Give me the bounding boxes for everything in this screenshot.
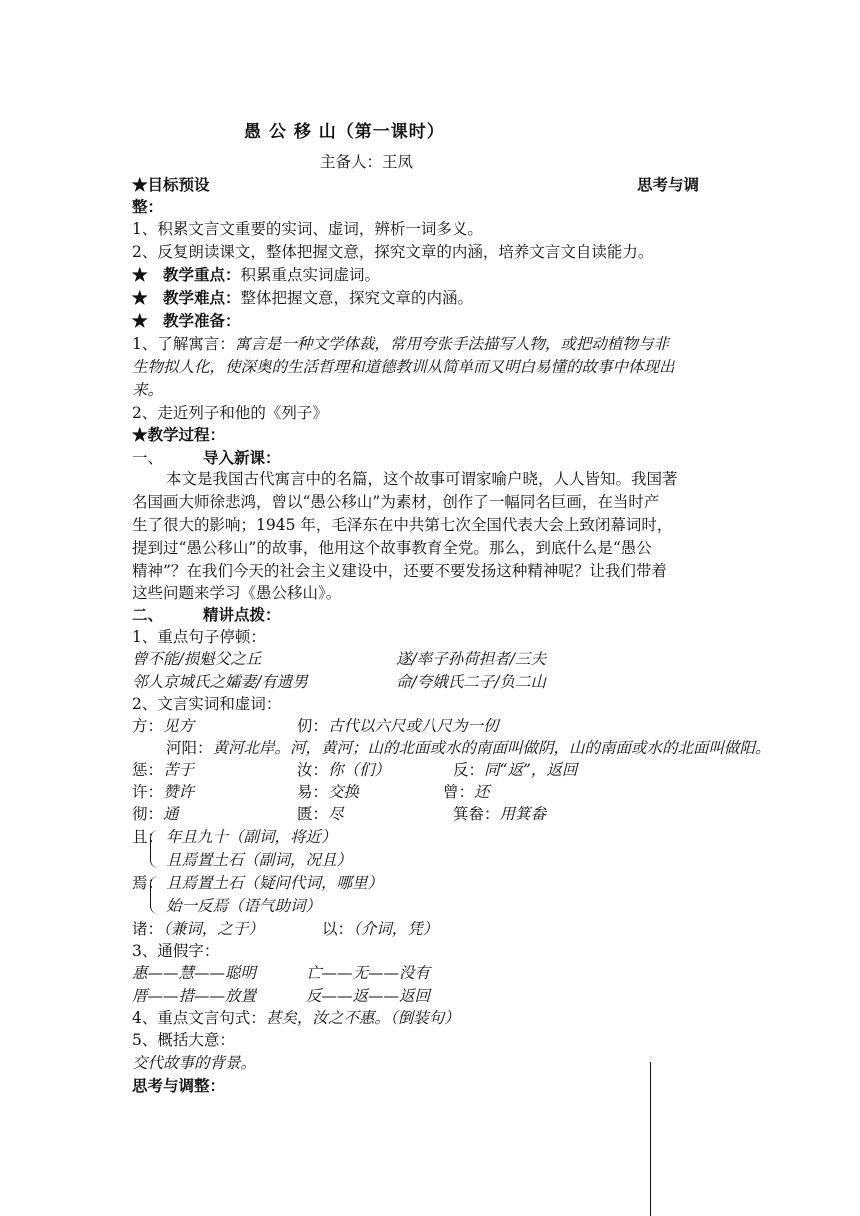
vocab-heading: 2、文言实词和虚词： — [132, 695, 282, 713]
word-meaning: 通 — [163, 805, 179, 823]
reflect-heading: 思考与调整： — [132, 1076, 226, 1095]
word-meaning: （介词，凭） — [353, 920, 439, 938]
word-label: 许： — [132, 783, 164, 801]
word-che — [132, 803, 179, 825]
word-ren — [297, 715, 499, 737]
section-1-heading — [132, 447, 281, 469]
sec2-title: 精讲点拨： — [203, 605, 281, 624]
word-fan — [453, 759, 577, 781]
word-fang — [132, 715, 194, 737]
summary-heading: 5、概括大意： — [132, 1031, 235, 1049]
diff-text: 整体把握文意，探究文章的内涵。 — [240, 289, 474, 307]
margin-divider-line — [650, 1062, 651, 1216]
word-qie-label: 且： — [132, 828, 164, 846]
intro-line-6: 这些问题来学习《愚公移山》。 — [132, 584, 342, 602]
prep1-prefix: 1、了解寓言： — [132, 335, 235, 353]
word-zeng — [443, 781, 490, 803]
intro-line-5: 精神”？在我们今天的社会主义建设中，还要不要发扬这种精神呢？让我们带着 — [132, 562, 667, 580]
word-label: 惩： — [132, 761, 164, 779]
page-title: 愚 公 移 山（第一课时） — [244, 122, 445, 142]
intro-line-1: 本文是我国古代寓言中的名篇，这个故事可谓家喻户晓，人人皆知。我国著 — [166, 470, 678, 488]
brace-qie — [150, 830, 161, 868]
word-meaning: 黄河北岸。河，黄河；山的北面或水的南面叫做阴，山的南面或水的北面叫做阳。 — [212, 739, 771, 757]
side-heading-cont: 整： — [132, 197, 164, 216]
word-kui — [297, 803, 344, 825]
pause-d: 命/夸娥氏二子/负二山 — [396, 673, 546, 691]
pause-c: 邻人京城氏之孀妻/有遗男 — [132, 673, 308, 691]
word-meaning: 古代以六尺或八尺为一仞 — [328, 717, 499, 735]
sentence-pattern-label: 4、重点文言句式： — [132, 1009, 266, 1027]
tongjia-c: 厝——措——放置 — [132, 987, 257, 1005]
key-point — [132, 264, 380, 286]
word-yan-usage-1: 且焉置土石（疑问代词，哪里） — [166, 874, 384, 892]
goal-2: 2、反复朗读课文，整体把握文意，探究文章的内涵，培养文言文自读能力。 — [132, 243, 654, 261]
intro-line-4: 提到过“愚公移山”的故事，他用这个故事教育全党。那么，到底什么是“愚公 — [132, 539, 652, 557]
word-meaning: 还 — [474, 783, 490, 801]
word-ru — [297, 759, 390, 781]
word-meaning: （兼词，之于） — [163, 920, 264, 938]
word-label: 方： — [132, 717, 164, 735]
word-meaning: 见方 — [163, 717, 195, 735]
word-meaning: 你（们） — [328, 761, 391, 779]
tongjia-a: 惠——慧——聪明 — [132, 964, 257, 982]
diff-label: ★ 教学难点： — [132, 288, 241, 307]
tongjia-d: 反——返——返回 — [306, 987, 431, 1005]
side-heading: 思考与调 — [637, 175, 700, 194]
brace-yan — [150, 876, 161, 914]
sentence-pattern-example: 甚矣，汝之不惠。（倒装句） — [265, 1009, 460, 1027]
word-label: 以： — [322, 920, 354, 938]
word-meaning: 同“返”，返回 — [484, 761, 578, 779]
word-qie-usage-1: 年且九十（副词，将近） — [166, 828, 337, 846]
summary-text: 交代故事的背景。 — [132, 1054, 257, 1072]
word-label: 汝： — [297, 761, 329, 779]
word-yi — [297, 781, 359, 803]
prep-2: 2、走近列子和他的《列子》 — [132, 404, 328, 422]
intro-line-3: 生了很大的影响；1945 年，毛泽东在中共第七次全国代表大会上致闭幕词时， — [132, 516, 673, 534]
sec1-num: 一、 — [132, 449, 164, 467]
word-label: 彻： — [132, 805, 164, 823]
sec1-title: 导入新课： — [203, 448, 281, 467]
prep-1 — [132, 333, 669, 355]
pause-a: 曾不能/损魁父之丘 — [132, 650, 262, 668]
section-2-heading — [132, 604, 281, 626]
word-zhu — [132, 918, 264, 940]
key-label: ★ 教学重点： — [132, 265, 241, 284]
word-yan-usage-2: 始一反焉（语气助词） — [166, 897, 322, 915]
word-label: 反： — [453, 761, 485, 779]
word-cheng — [132, 759, 194, 781]
fable-definition-3: 来。 — [132, 381, 164, 399]
difficulty — [132, 287, 473, 309]
word-meaning: 苦于 — [163, 761, 195, 779]
word-label: 诸： — [132, 920, 164, 938]
word-yi2 — [322, 918, 438, 940]
word-xu — [132, 781, 194, 803]
key-text: 积累重点实词虚词。 — [240, 266, 381, 284]
word-label: 曾： — [443, 783, 475, 801]
goals-heading: ★目标预设 — [132, 175, 210, 194]
tongjia-heading: 3、通假字： — [132, 942, 220, 960]
word-meaning: 交换 — [328, 783, 360, 801]
pause-heading: 1、重点句子停顿： — [132, 628, 266, 646]
word-meaning: 用箕畚 — [499, 805, 547, 823]
intro-line-2: 名国画大师徐悲鸿，曾以“愚公移山”为素材，创作了一幅同名巨画，在当时产 — [132, 493, 660, 511]
fable-definition-2: 生物拟人化，使深奥的生活哲理和道德教训从简单而又明白易懂的故事中体现出 — [132, 358, 675, 376]
fable-definition: 寓言是一种文学体裁，常用夸张手法描写人物，或把动植物与非 — [234, 335, 669, 353]
word-meaning: 尽 — [328, 805, 344, 823]
word-yan-label: 焉： — [132, 874, 164, 892]
word-label: 河阳： — [166, 739, 213, 757]
word-label: 易： — [297, 783, 329, 801]
word-label: 箕畚： — [453, 805, 500, 823]
pause-b: 遂/率子孙荷担者/三夫 — [396, 650, 546, 668]
prep-heading: ★ 教学准备： — [132, 311, 241, 330]
word-meaning: 赞许 — [163, 783, 195, 801]
author-line: 主备人：王凤 — [320, 153, 414, 171]
word-label: 仞： — [297, 717, 329, 735]
sentence-pattern — [132, 1007, 460, 1029]
sec2-num: 二、 — [132, 605, 164, 624]
word-label: 匮： — [297, 805, 329, 823]
word-jiben — [453, 803, 546, 825]
tongjia-b: 亡——无——没有 — [306, 964, 431, 982]
word-qie-usage-2: 且焉置土石（副词，况且） — [166, 851, 353, 869]
word-heyang — [166, 737, 771, 759]
process-heading: ★教学过程： — [132, 425, 226, 444]
goal-1: 1、积累文言文重要的实词、虚词，辨析一词多义。 — [132, 220, 483, 238]
